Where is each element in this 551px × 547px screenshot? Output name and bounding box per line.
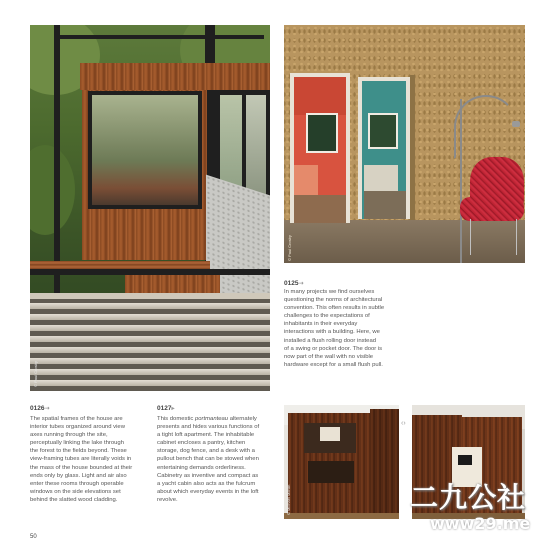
photo-credit-1: © Paul Crosby (33, 361, 38, 387)
caption-text: The spatial frames of the house are interior tubes organized around view axes running through the site, perceptually linking the lake through the forest to the fields beyond. These view-framing tubes are literally voids in the mass of the house bounded at their ends only by glass. Light and air also enter these rooms through operable windows on the side elevations set behind the slatted wood cladding. (30, 416, 133, 503)
caption-text (157, 415, 279, 504)
caption-0127 (157, 405, 279, 504)
photo-credit-2: © Paul Crosby (287, 235, 292, 261)
caption-number: 0125 (284, 280, 299, 287)
interior-photo-osb (284, 25, 525, 263)
arrow-icon: ⇢ (298, 281, 304, 287)
caption-text-pre: This domestic (157, 416, 195, 422)
double-arrow-icon: ‹› (401, 420, 406, 427)
caption-number: 0126 (30, 405, 45, 412)
caption-text-italic: portmanteau (194, 416, 229, 422)
caption-number: 0127 (157, 405, 172, 412)
arrow-icon: ⇢ (44, 406, 50, 412)
cabinet-photo-closed (284, 405, 399, 519)
watermark-chinese: 二九公社 (410, 481, 527, 514)
watermark-url: www29.me (430, 514, 531, 533)
caption-text: In many projects we find ourselves questioning the norms of architectural convention. This often results in subtle challenges to the expectations of inhabitants in their everyday interactions with a building. Here, we installed a flush rolling door instead of a swing or pocket door. The door is now part of the wall with no visible hardware except for a small flush pull. (284, 289, 385, 368)
photo-credit-3: © Michael Moran (286, 484, 291, 515)
house-photo (30, 25, 270, 391)
caption-0126 (30, 405, 152, 504)
page-number: 50 (30, 534, 37, 540)
caption-text-post: alternately presents and hides various functions of a tight loft apartment. The inhabitable cabinet encloses a pantry, kitchen storage, dog fence, and a desk with a pullout bench that can be stowed when entertaining demands orderliness. Cabinetry as inventive and compact as a yacht cabin also acts as the fulcrum about which everyday events in the loft revolve. (157, 416, 260, 503)
caption-0125 (284, 280, 434, 369)
arrow-icon: ▸ (171, 406, 175, 412)
